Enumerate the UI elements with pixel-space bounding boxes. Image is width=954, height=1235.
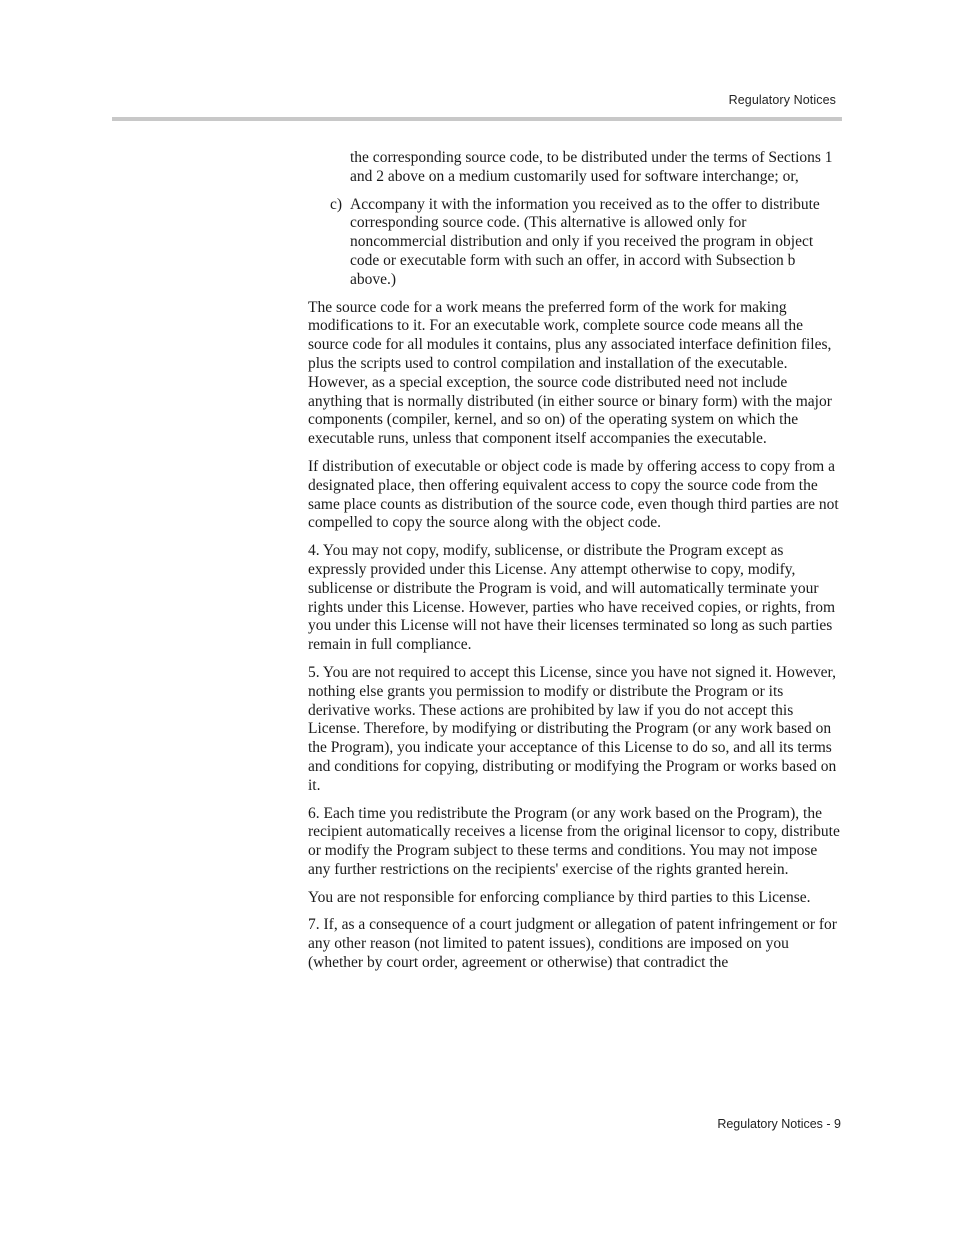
list-marker: c): [330, 195, 343, 213]
list-item-text: Accompany it with the information you received as to the offer to distribute corresponding source code. (This alternative is allowed only for noncommercial distribution and only if you received the program in object code or executable form with such an offer, in accord with Subsection b above.): [350, 195, 820, 288]
header-rule: [112, 117, 842, 121]
paragraph-section-7: 7. If, as a consequence of a court judgment or allegation of patent infringement or for any other reason (not limited to patent issues), conditions are imposed on you (whether by court order, agreement or otherwise) that contradict the: [308, 916, 837, 972]
paragraph-enforcing-compliance: You are not responsible for enforcing compliance by third parties to this License.: [308, 888, 811, 906]
paragraph-section-6: 6. Each time you redistribute the Program (or any work based on the Program), the recipient automatically receives a license from the original licensor to copy, distribute or modify the Program subject to these terms and conditions. You may not impose any further restrictions on the recipients' exercise of the rights granted herein.: [308, 804, 840, 878]
page-footer: Regulatory Notices - 9: [717, 1117, 841, 1131]
paragraph-section-4: 4. You may not copy, modify, sublicense, or distribute the Program except as expressly provided under this License. Any attempt otherwise to copy, modify, sublicense or distribute the Program is void, and will automatically terminate your rights under this License. However, parties who have received copies, or rights, from you under this License will not have their licenses terminated so long as such parties remain in full compliance.: [308, 542, 836, 654]
paragraph-distribution-access: If distribution of executable or object code is made by offering access to copy from a designated place, then offering equivalent access to copy the source code from the same place counts as distribution of the source code, even though third parties are not compelled to copy the source along with the object code.: [308, 457, 839, 532]
list-item-c: [308, 196, 840, 290]
document-body: [308, 149, 840, 982]
paragraph-source-code-definition: The source code for a work means the preferred form of the work for making modifications to it. For an executable work, complete source code means all the source code for all modules it contains, plus any associated interface definition files, plus the scripts used to control compilation and installation of the executable. However, as a special exception, the source code distributed need not include anything that is normally distributed (in either source or binary form) with the major components (compiler, kernel, and so on) of the operating system on which the executable runs, unless that component itself accompanies the executable.: [308, 298, 832, 448]
running-header: Regulatory Notices: [728, 93, 836, 107]
continued-list-text: the corresponding source code, to be distributed under the terms of Sections 1 and 2 above on a medium customarily used for software interchange; or,: [350, 149, 833, 185]
paragraph-section-5: 5. You are not required to accept this License, since you have not signed it. However, nothing else grants you permission to modify or distribute the Program or its derivative works. These actions are prohibited by law if you do not accept this License. Therefore, by modifying or distributing the Program (or any work based on the Program), you indicate your acceptance of this License to do so, and all its terms and conditions for copying, distributing or modifying the Program or works based on it.: [308, 663, 837, 794]
